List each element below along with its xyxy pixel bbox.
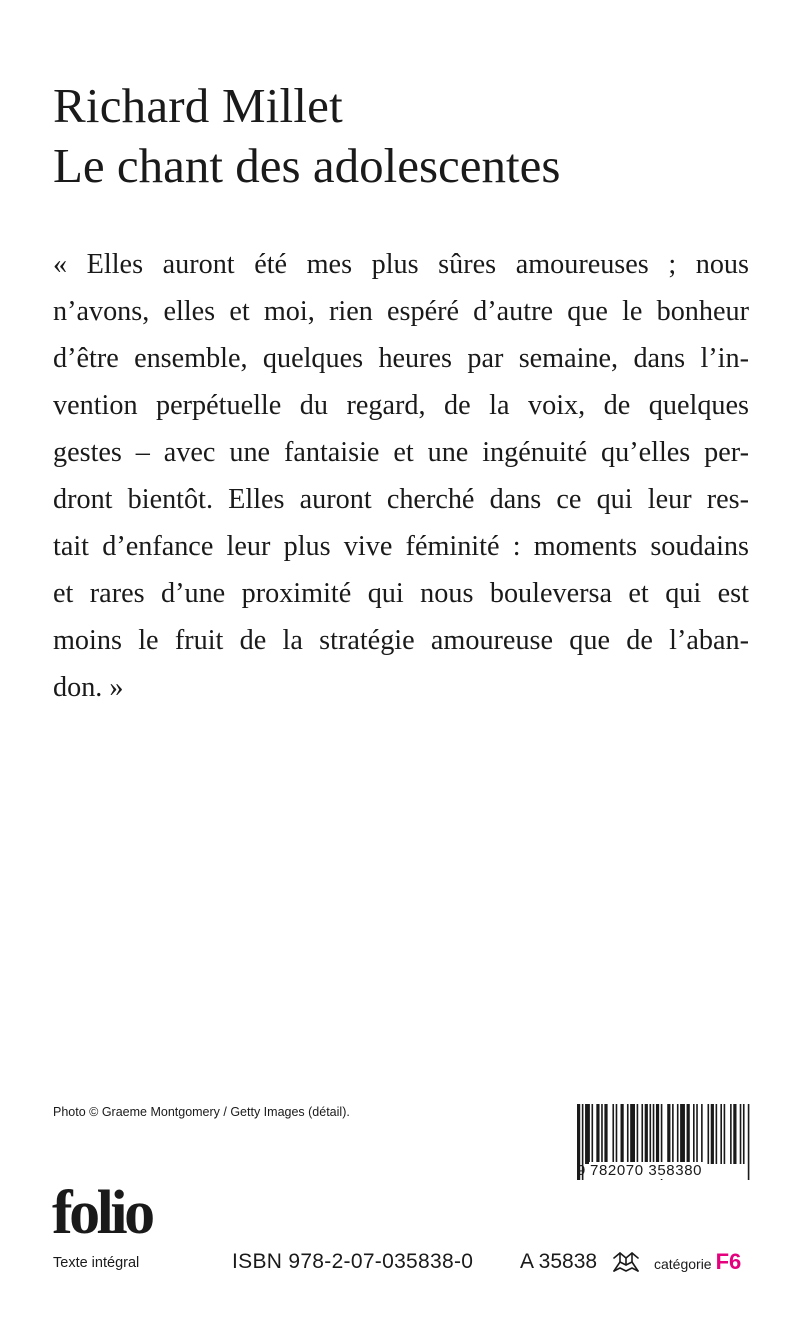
category-badge (654, 1249, 741, 1275)
barcode-bar (592, 1104, 594, 1164)
book-title: Le chant des adolescentes (53, 138, 561, 193)
back-cover-blurb (53, 241, 749, 711)
isbn-number: ISBN 978-2-07-035838-0 (232, 1250, 474, 1273)
blurb-line: don. » (53, 672, 124, 703)
barcode-bar (724, 1104, 726, 1164)
blurb-line: gestes – avec une fantaisie et une ingénuité qu’elles per- (53, 437, 749, 468)
barcode-bar (641, 1104, 643, 1164)
collection-subtitle: Texte intégral (53, 1255, 140, 1271)
barcode-bar (711, 1104, 714, 1164)
barcode-bar (630, 1104, 635, 1164)
barcode-bar (627, 1104, 629, 1164)
blurb-line: vention perpétuelle du regard, de la voix, de quelques (53, 390, 749, 421)
author-name: Richard Millet (53, 78, 343, 133)
product-code: A 35838 (520, 1250, 598, 1273)
folio-logo: folio (52, 1179, 152, 1247)
bicycle-icon (611, 1249, 641, 1275)
barcode-bar (680, 1104, 685, 1164)
blurb-line: moins le fruit de la stratégie amoureuse que de l’aban- (53, 625, 749, 656)
barcode-bar (621, 1104, 624, 1164)
category-value: F6 (715, 1249, 742, 1274)
blurb-line: et rares d’une proximité qui nous bouleversa et qui est (53, 578, 749, 609)
barcode-bar (645, 1104, 648, 1164)
barcode-bar (687, 1104, 690, 1164)
barcode-bar (677, 1104, 679, 1164)
barcode-bar (740, 1104, 742, 1164)
blurb-line: n’avons, elles et moi, rien espéré d’autre que le bonheur (53, 296, 749, 327)
barcode-bar (716, 1104, 718, 1164)
barcode-bar (616, 1104, 618, 1164)
barcode-bar (637, 1104, 639, 1164)
barcode-bar (656, 1104, 659, 1164)
barcode-bar (693, 1104, 695, 1164)
barcode-bar (601, 1104, 603, 1164)
barcode-bar (653, 1104, 655, 1164)
blurb-line: d’être ensemble, quelques heures par semaine, dans l’in- (53, 343, 749, 374)
blurb-line: tait d’enfance leur plus vive féminité : moments soudains (53, 531, 749, 562)
barcode-bar (585, 1104, 590, 1164)
barcode-lead-digit: 9 (577, 1162, 586, 1179)
barcode-bar (667, 1104, 670, 1164)
barcode-bar (733, 1104, 736, 1164)
barcode-digits (577, 1163, 751, 1179)
barcode-bar (696, 1104, 698, 1164)
photo-credit: Photo © Graeme Montgomery / Getty Images (détail). (53, 1105, 350, 1119)
barcode-bar (596, 1104, 599, 1164)
category-label: catégorie (654, 1256, 712, 1272)
blurb-line: dront bientôt. Elles auront cherché dans ce qui leur res- (53, 484, 749, 515)
barcode-bar (720, 1104, 722, 1164)
barcode-bar (612, 1104, 614, 1164)
blurb-line: « Elles auront été mes plus sûres amoureuses ; nous (53, 249, 749, 280)
barcode-bar (672, 1104, 674, 1164)
barcode-bar (730, 1104, 732, 1164)
barcode-number: 782070 358380 (590, 1162, 703, 1179)
barcode-bar (604, 1104, 607, 1164)
barcode-bar (701, 1104, 703, 1164)
barcode-bar (708, 1104, 710, 1164)
barcode-bar (743, 1104, 745, 1164)
barcode-bar (650, 1104, 652, 1164)
